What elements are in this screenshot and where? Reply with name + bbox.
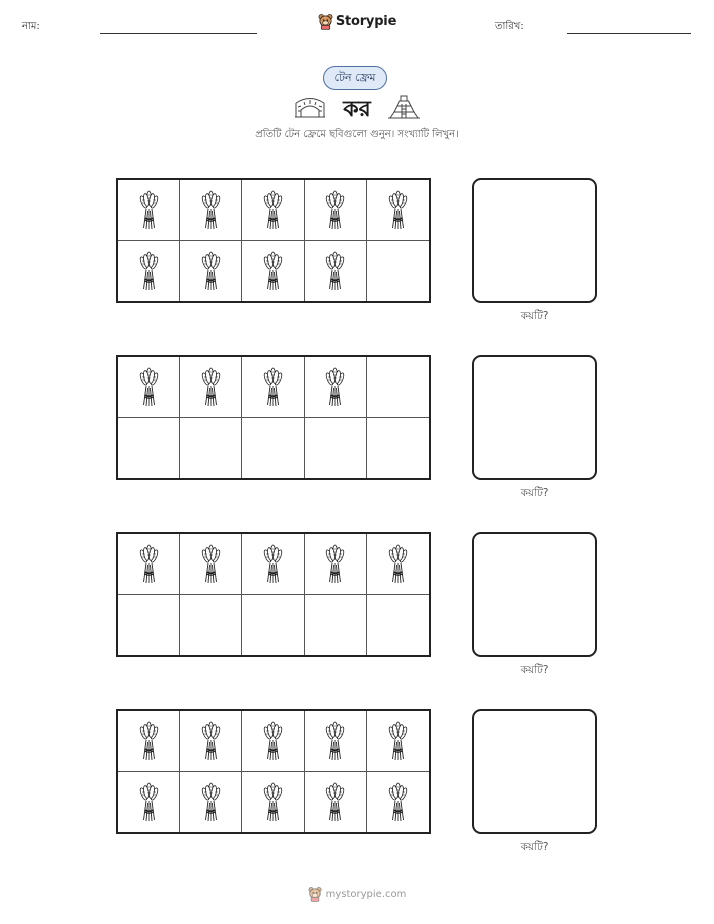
wheat-bundle-icon bbox=[138, 781, 160, 823]
wheat-bundle-icon bbox=[262, 543, 284, 585]
answer-box[interactable] bbox=[472, 355, 597, 480]
ten-frame-cell bbox=[118, 241, 180, 302]
wheat-bundle-icon bbox=[262, 250, 284, 292]
brand-name: Storypie bbox=[335, 14, 397, 29]
ten-frame-cell bbox=[180, 595, 242, 656]
ten-frame-cell bbox=[118, 357, 180, 418]
ten-frame-cell bbox=[242, 241, 304, 302]
ten-frame-cell bbox=[180, 711, 242, 772]
answer-label: কয়টি? bbox=[520, 841, 549, 853]
answer-box[interactable] bbox=[472, 532, 597, 657]
wheat-bundle-icon bbox=[138, 720, 160, 762]
ten-frame-cell bbox=[118, 711, 180, 772]
wheat-bundle-icon bbox=[138, 366, 160, 408]
ten-frame-cell bbox=[367, 772, 429, 833]
ten-frame-cell bbox=[242, 357, 304, 418]
wheat-bundle-icon bbox=[324, 189, 346, 231]
ten-frame-cell bbox=[367, 595, 429, 656]
wheat-bundle-icon bbox=[387, 189, 409, 231]
date-label: তারিখ: bbox=[495, 21, 524, 32]
page-title: কর bbox=[343, 97, 371, 122]
ten-frame-cell bbox=[305, 418, 367, 479]
name-line[interactable] bbox=[100, 33, 257, 34]
wheat-bundle-icon bbox=[138, 543, 160, 585]
ten-frame-cell bbox=[118, 595, 180, 656]
ten-frame-cell bbox=[118, 534, 180, 595]
ten-frame-cell bbox=[305, 180, 367, 241]
ten-frame-cell bbox=[367, 711, 429, 772]
wheat-bundle-icon bbox=[200, 781, 222, 823]
date-line[interactable] bbox=[567, 33, 691, 34]
ten-frame-cell bbox=[305, 711, 367, 772]
wheat-bundle-icon bbox=[200, 250, 222, 292]
ten-frame-cell bbox=[367, 534, 429, 595]
wheat-bundle-icon bbox=[200, 189, 222, 231]
wheat-bundle-icon bbox=[324, 720, 346, 762]
bear-logo-icon bbox=[318, 13, 333, 30]
ten-frame-cell bbox=[305, 241, 367, 302]
wheat-bundle-icon bbox=[262, 366, 284, 408]
wheat-bundle-icon bbox=[200, 543, 222, 585]
ten-frame bbox=[116, 709, 431, 834]
answer-label: কয়টি? bbox=[520, 487, 549, 499]
name-label: নাম: bbox=[22, 21, 40, 32]
ten-frame-cell bbox=[242, 418, 304, 479]
wheat-bundle-icon bbox=[324, 250, 346, 292]
ten-frame-cell bbox=[305, 772, 367, 833]
ten-frame-cell bbox=[367, 357, 429, 418]
brand-logo bbox=[0, 13, 714, 30]
pyramid-icon bbox=[387, 92, 421, 120]
ten-frame-cell bbox=[242, 180, 304, 241]
wheat-bundle-icon bbox=[262, 781, 284, 823]
ten-frame-cell bbox=[242, 711, 304, 772]
answer-box[interactable] bbox=[472, 709, 597, 834]
wheat-bundle-icon bbox=[200, 366, 222, 408]
footer bbox=[0, 886, 714, 902]
wheat-bundle-icon bbox=[387, 543, 409, 585]
wheat-bundle-icon bbox=[387, 720, 409, 762]
ten-frame-cell bbox=[180, 180, 242, 241]
ten-frame-cell bbox=[305, 534, 367, 595]
ten-frame-cell bbox=[305, 595, 367, 656]
ten-frame-cell bbox=[180, 241, 242, 302]
wheat-bundle-icon bbox=[387, 781, 409, 823]
ten-frame-cell bbox=[305, 357, 367, 418]
wheat-bundle-icon bbox=[138, 189, 160, 231]
wheat-bundle-icon bbox=[200, 720, 222, 762]
ten-frame-cell bbox=[180, 418, 242, 479]
ten-frame-cell bbox=[118, 418, 180, 479]
answer-label: কয়টি? bbox=[520, 310, 549, 322]
topic-badge: টেন ফ্রেম bbox=[323, 66, 387, 90]
ten-frame-cell bbox=[180, 357, 242, 418]
wheat-bundle-icon bbox=[262, 720, 284, 762]
ten-frame-cell bbox=[180, 534, 242, 595]
wheat-bundle-icon bbox=[262, 189, 284, 231]
footer-url[interactable]: mystorypie.com bbox=[325, 888, 407, 900]
answer-label: কয়টি? bbox=[520, 664, 549, 676]
ten-frame bbox=[116, 178, 431, 303]
ten-frame-cell bbox=[242, 595, 304, 656]
ten-frame-cell bbox=[118, 772, 180, 833]
ten-frame bbox=[116, 355, 431, 480]
ten-frame bbox=[116, 532, 431, 657]
wheat-bundle-icon bbox=[324, 366, 346, 408]
ten-frame-cell bbox=[367, 418, 429, 479]
wheat-bundle-icon bbox=[324, 781, 346, 823]
ten-frame-cell bbox=[367, 180, 429, 241]
wheat-bundle-icon bbox=[138, 250, 160, 292]
ten-frame-cell bbox=[118, 180, 180, 241]
ten-frame-cell bbox=[242, 534, 304, 595]
wheat-bundle-icon bbox=[324, 543, 346, 585]
bear-logo-icon bbox=[308, 886, 322, 902]
instruction-text: প্রতিটি টেন ফ্রেমে ছবিগুলো গুনুন। সংখ্যাটি লিখুন। bbox=[255, 129, 459, 140]
ten-frame-cell bbox=[180, 772, 242, 833]
answer-box[interactable] bbox=[472, 178, 597, 303]
ten-frame-cell bbox=[367, 241, 429, 302]
ten-frame-cell bbox=[242, 772, 304, 833]
